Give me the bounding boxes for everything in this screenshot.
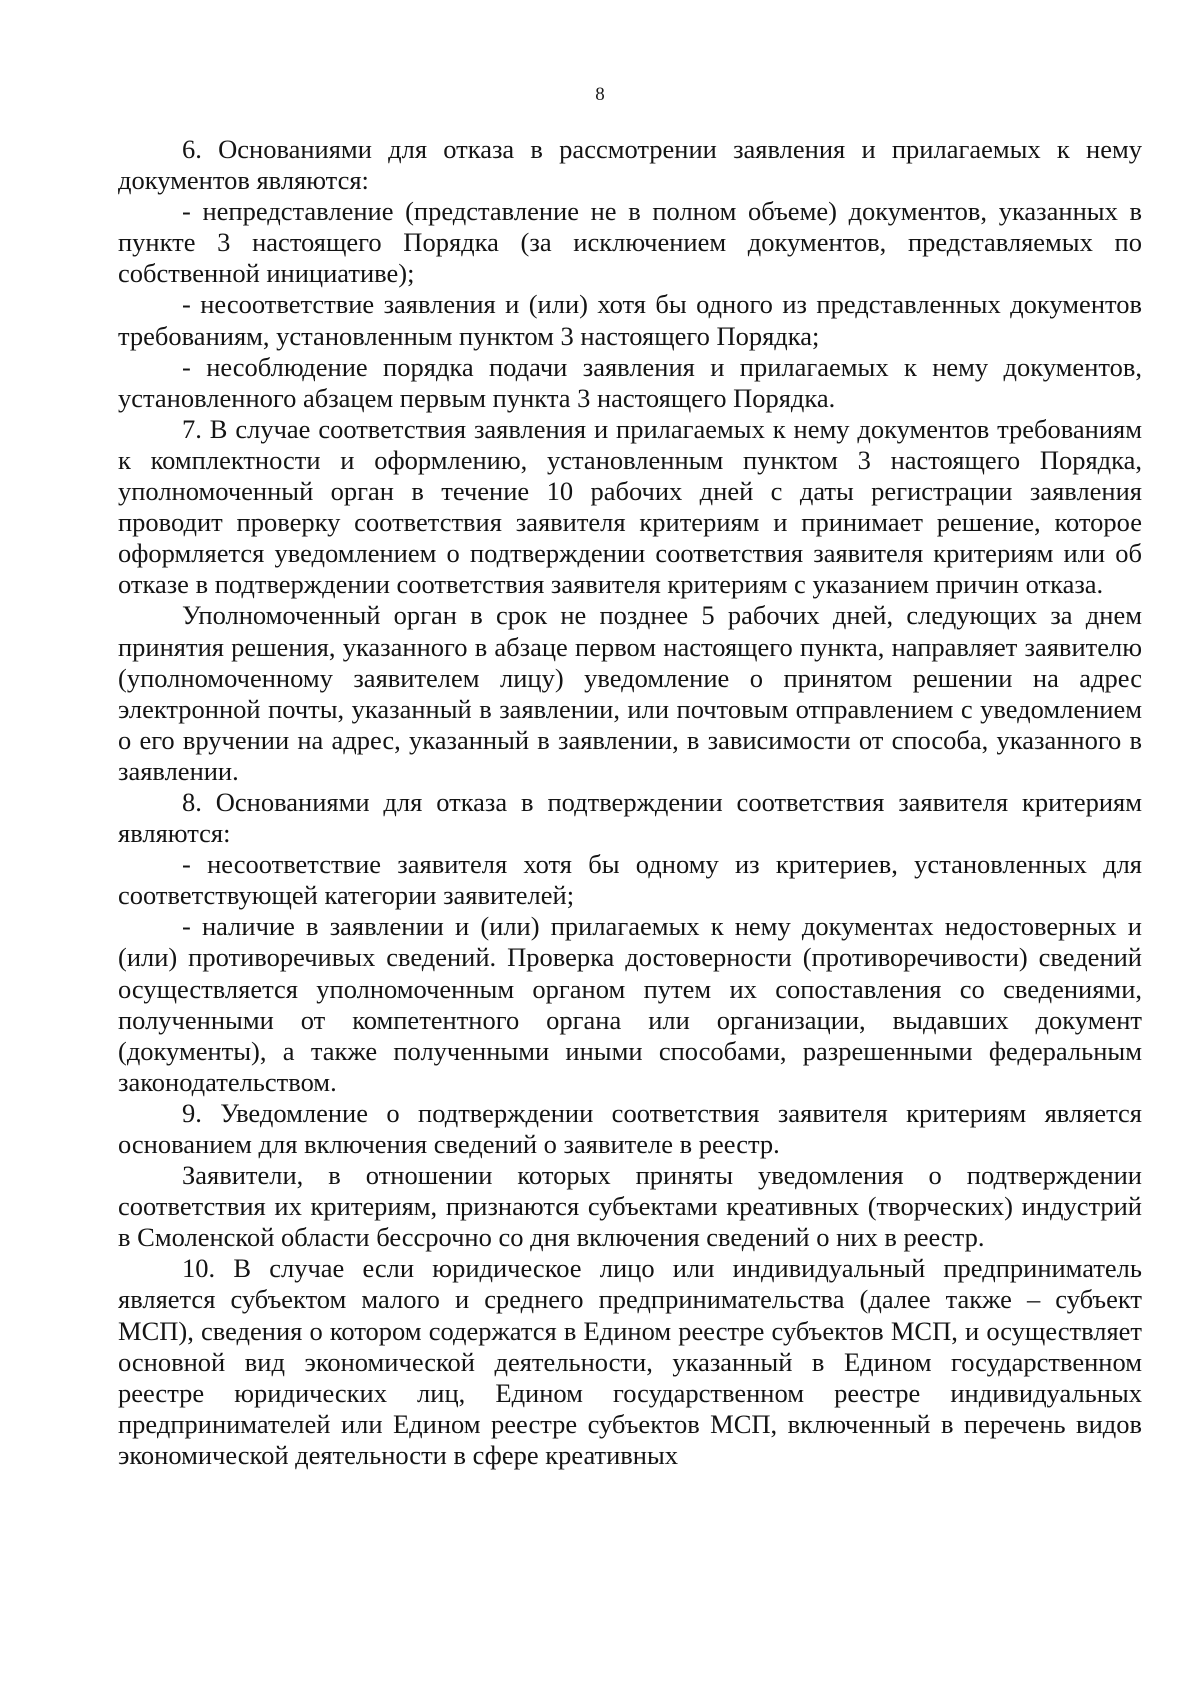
document-body	[118, 134, 1142, 1471]
paragraph-6-intro: 6. Основаниями для отказа в рассмотрении заявления и прилагаемых к нему документов являются:	[118, 134, 1142, 196]
paragraph-6-item-2: - несоответствие заявления и (или) хотя бы одного из представленных документов требованиям, установленным пунктом 3 настоящего Порядка;	[118, 289, 1142, 351]
page-number: 8	[595, 84, 605, 105]
paragraph-7: 7. В случае соответствия заявления и прилагаемых к нему документов требованиям к комплектности и оформлению, установленным пунктом 3 настоящего Порядка, уполномоченный орган в течение 10 рабочих дней с даты регистрации заявления проводит проверку соответствия заявителя критериям и принимает решение, которое оформляется уведомлением о подтверждении соответствия заявителя критериям или об отказе в подтверждении соответствия заявителя критериям с указанием причин отказа.	[118, 413, 1142, 600]
paragraph-8-item-2: - наличие в заявлении и (или) прилагаемых к нему документах недостоверных и (или) противоречивых сведений. Проверка достоверности (противоречивости) сведений осуществляется уполномоченным органом путем их сопоставления со сведениями, полученными от компетентного органа или организации, выдавших документ (документы), а также полученными иными способами, разрешенными федеральным законодательством.	[118, 911, 1142, 1097]
paragraph-9: 9. Уведомление о подтверждении соответствия заявителя критериям является основанием для включения сведений о заявителе в реестр.	[118, 1097, 1142, 1159]
paragraph-8-intro: 8. Основаниями для отказа в подтверждении соответствия заявителя критериям являются:	[118, 786, 1142, 849]
paragraph-9-applicants: Заявители, в отношении которых приняты уведомления о подтверждении соответствия их критериям, признаются субъектами креативных (творческих) индустрий в Смоленской области бессрочно со дня включения сведений о них в реестр.	[118, 1160, 1142, 1253]
paragraph-6-item-1: - непредставление (представление не в полном объеме) документов, указанных в пункте 3 настоящего Порядка (за исключением документов, представляемых по собственной инициативе);	[118, 196, 1142, 289]
paragraph-6-item-3: - несоблюдение порядка подачи заявления и прилагаемых к нему документов, установленного абзацем первым пункта 3 настоящего Порядка.	[118, 351, 1142, 413]
paragraph-8-item-1: - несоответствие заявителя хотя бы одному из критериев, установленных для соответствующей категории заявителей;	[118, 849, 1142, 911]
paragraph-7-notification: Уполномоченный орган в срок не позднее 5 рабочих дней, следующих за днем принятия решения, указанного в абзаце первом настоящего пункта, направляет заявителю (уполномоченному заявителем лицу) уведомление о принятом решении на адрес электронной почты, указанный в заявлении, или почтовым отправлением с уведомлением о его вручении на адрес, указанный в заявлении, в зависимости от способа, указанного в заявлении.	[118, 600, 1142, 786]
paragraph-10: 10. В случае если юридическое лицо или индивидуальный предприниматель является субъектом малого и среднего предпринимательства (далее также – субъект МСП), сведения о котором содержатся в Едином реестре субъектов МСП, и осуществляет основной вид экономической деятельности, указанный в Едином государственном реестре юридических лиц, Едином государственном реестре индивидуальных предпринимателей или Едином реестре субъектов МСП, включенный в перечень видов экономической деятельности в сфере креативных	[118, 1253, 1142, 1470]
